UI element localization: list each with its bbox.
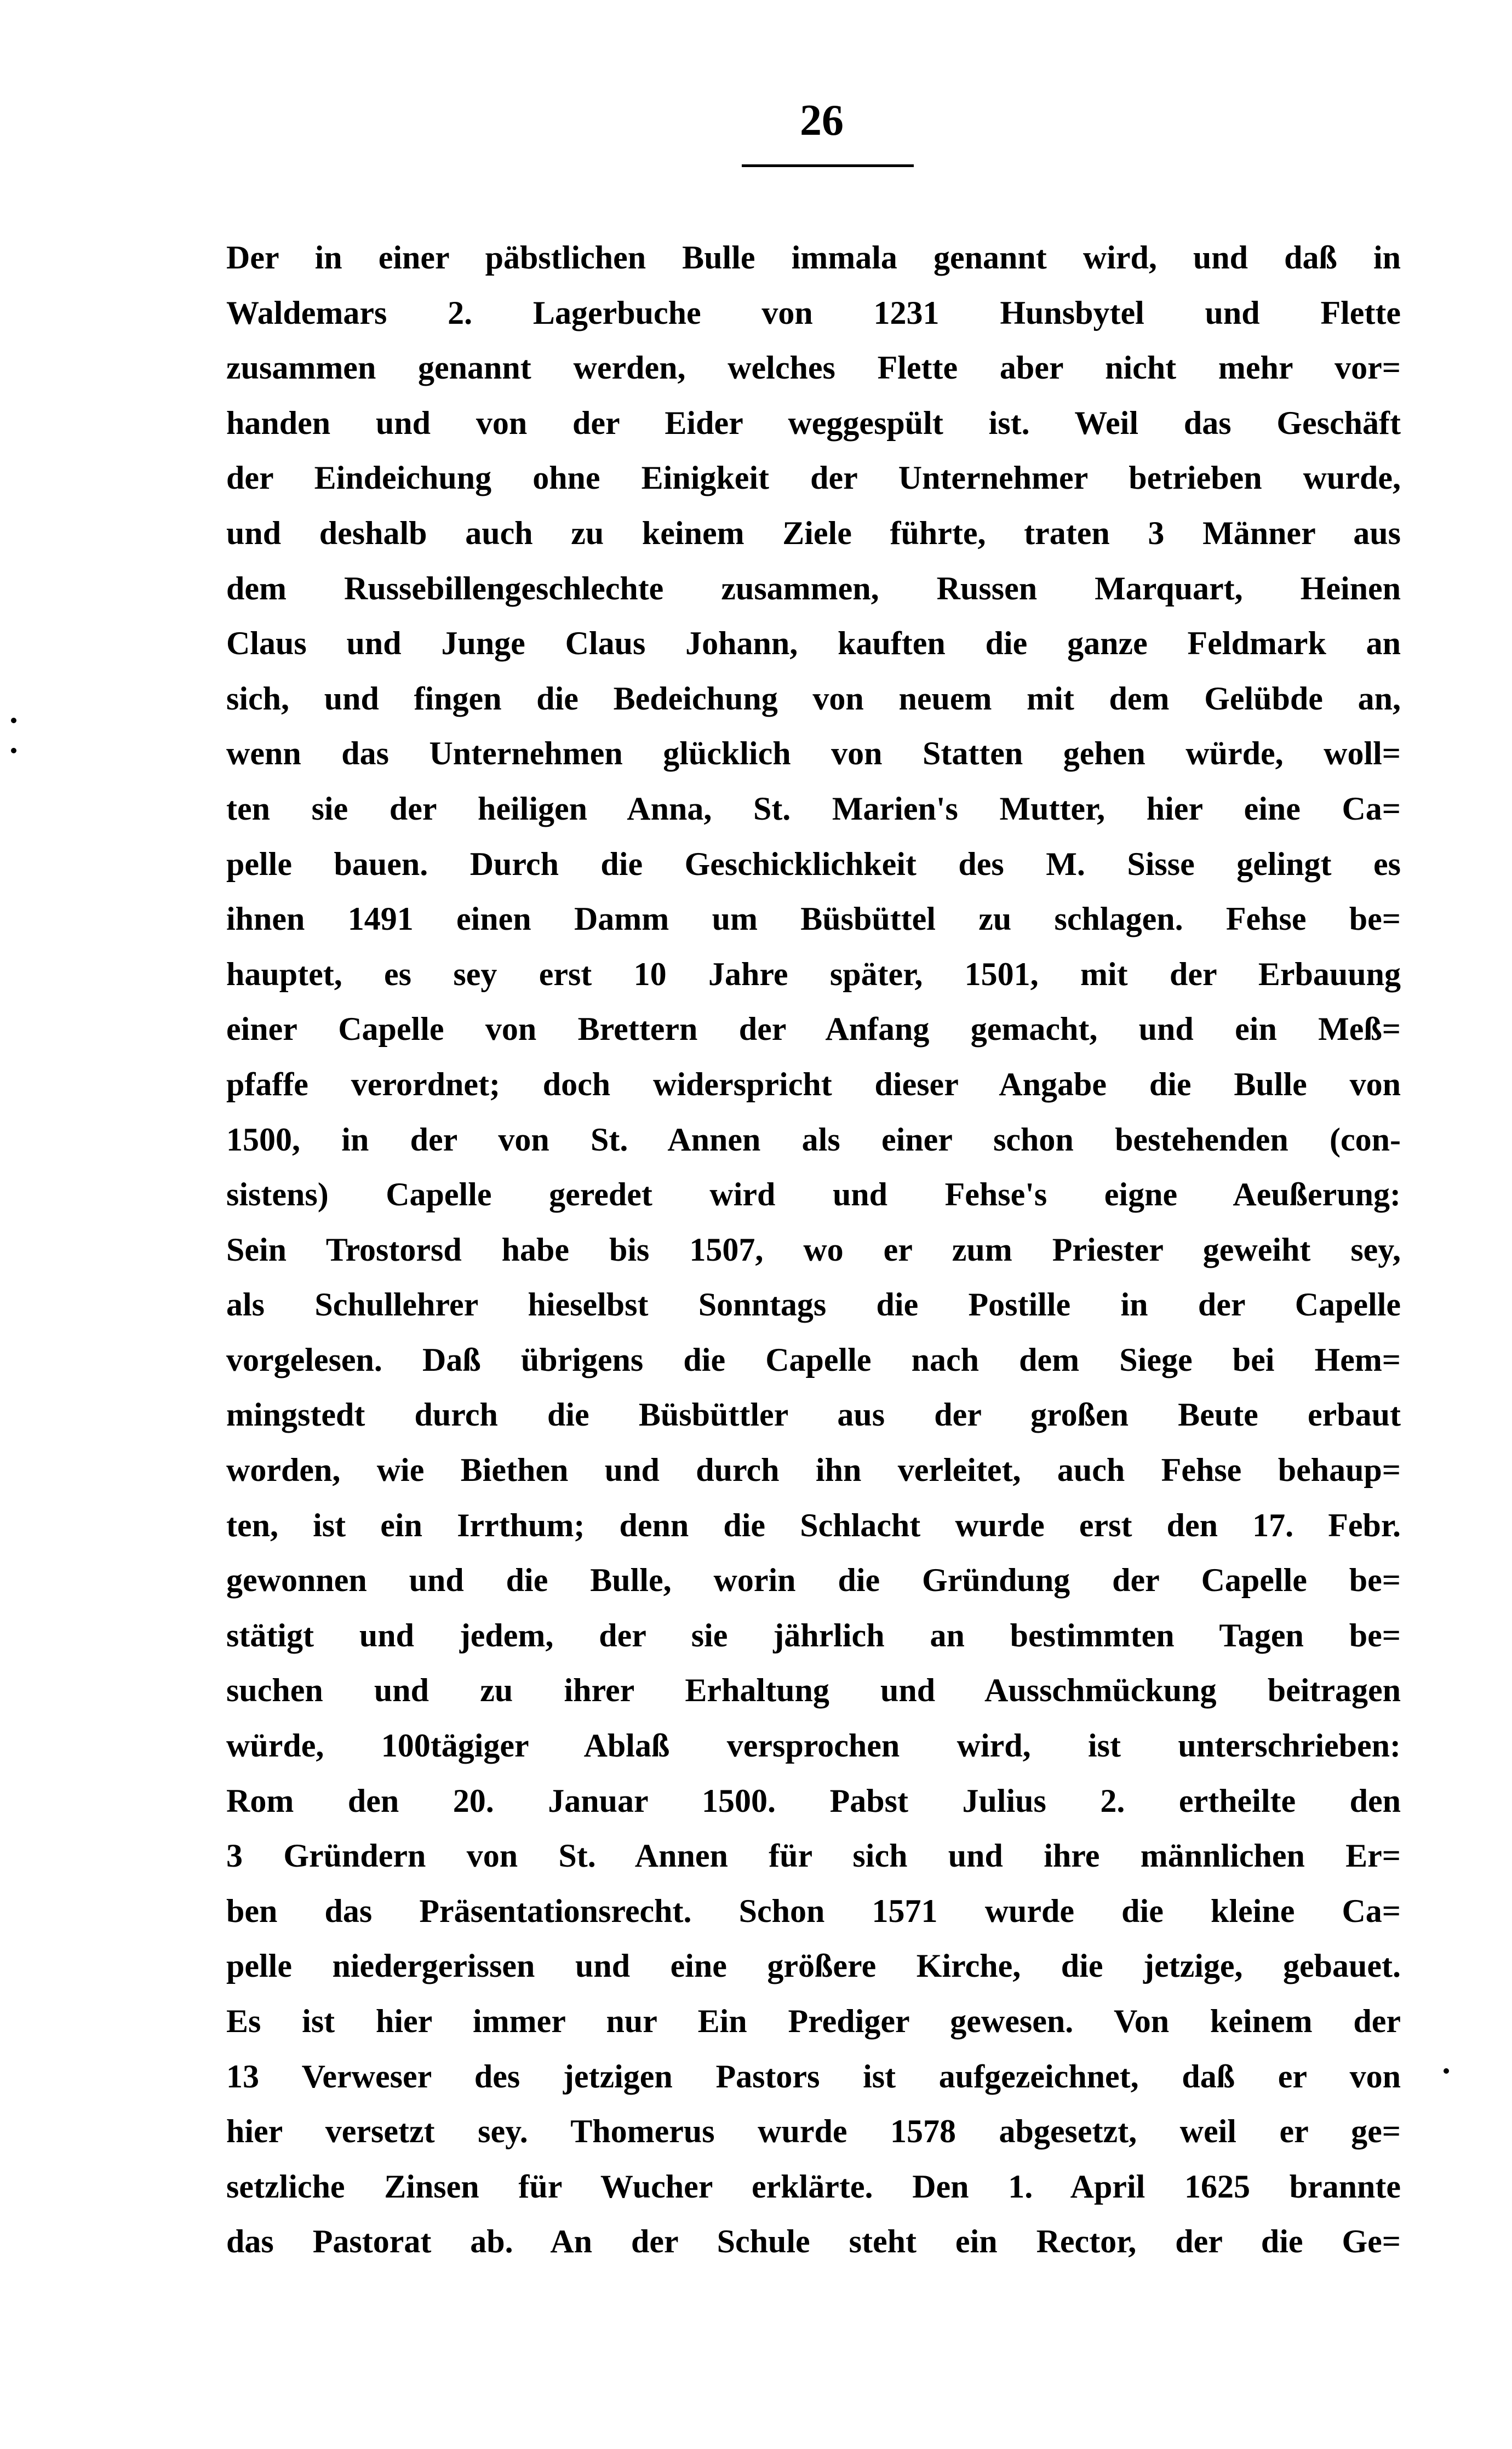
text-line: gewonnen und die Bulle, worin die Gründung der Capelle be= <box>226 1562 1401 1599</box>
header-rule <box>742 164 914 167</box>
page-body-text <box>226 230 1401 2269</box>
text-line: pelle bauen. Durch die Geschicklichkeit des M. Sisse gelingt es <box>226 845 1401 882</box>
text-line: 3 Gründern von St. Annen für sich und ihre männlichen Er= <box>226 1838 1401 1874</box>
text-line: dem Russebillengeschlechte zusammen, Russen Marquart, Heinen <box>226 570 1401 606</box>
page-number: 26 <box>800 96 844 145</box>
text-line: Waldemars 2. Lagerbuche von 1231 Hunsbytel und Flette <box>226 294 1401 331</box>
text-line: ben das Präsentationsrecht. Schon 1571 wurde die kleine Ca= <box>226 1892 1401 1929</box>
text-line: als Schullehrer hieselbst Sonntags die Postille in der Capelle <box>226 1286 1401 1323</box>
text-line: pelle niedergerissen und eine größere Kirche, die jetzige, gebauet. <box>226 1948 1401 1984</box>
margin-mark <box>1444 2068 1449 2074</box>
text-line: hier versetzt sey. Thomerus wurde 1578 abgesetzt, weil er ge= <box>226 2113 1401 2150</box>
text-line: sich, und fingen die Bedeichung von neuem mit dem Gelübde an, <box>226 680 1401 717</box>
text-line: hauptet, es sey erst 10 Jahre später, 1501, mit der Erbauung <box>226 955 1401 992</box>
margin-mark <box>11 748 16 753</box>
text-line: setzliche Zinsen für Wucher erklärte. Den 1. April 1625 brannte <box>226 2168 1401 2205</box>
text-line: worden, wie Biethen und durch ihn verleitet, auch Fehse behaup= <box>226 1452 1401 1489</box>
text-line: mingstedt durch die Büsbüttler aus der großen Beute erbaut <box>226 1397 1401 1433</box>
text-line: ihnen 1491 einen Damm um Büsbüttel zu schlagen. Fehse be= <box>226 901 1401 937</box>
text-line: das Pastorat ab. An der Schule steht ein Rector, der die Ge= <box>226 2223 1401 2260</box>
text-line: einer Capelle von Brettern der Anfang gemacht, und ein Meß= <box>226 1011 1401 1048</box>
text-line: sistens) Capelle geredet wird und Fehse's eigne Aeußerung: <box>226 1176 1401 1213</box>
text-line: wenn das Unternehmen glücklich von Statten gehen würde, woll= <box>226 735 1401 772</box>
text-line: Sein Trostorsd habe bis 1507, wo er zum Priester geweiht sey, <box>226 1231 1401 1268</box>
text-line: und deshalb auch zu keinem Ziele führte, traten 3 Männer aus <box>226 514 1401 551</box>
text-line: ten sie der heiligen Anna, St. Marien's Mutter, hier eine Ca= <box>226 790 1401 827</box>
text-line: handen und von der Eider weggespült ist. Weil das Geschäft <box>226 404 1401 441</box>
text-line: Es ist hier immer nur Ein Prediger gewesen. Von keinem der <box>226 2003 1401 2039</box>
text-line: stätigt und jedem, der sie jährlich an bestimmten Tagen be= <box>226 1617 1401 1653</box>
text-line: würde, 100tägiger Ablaß versprochen wird, ist unterschrieben: <box>226 1727 1401 1764</box>
text-line: 1500, in der von St. Annen als einer schon bestehenden (con- <box>226 1121 1401 1158</box>
text-line: suchen und zu ihrer Erhaltung und Ausschmückung beitragen <box>226 1672 1401 1709</box>
text-line: Der in einer päbstlichen Bulle immala genannt wird, und daß in <box>226 239 1401 276</box>
text-line: 13 Verweser des jetzigen Pastors ist aufgezeichnet, daß er von <box>226 2058 1401 2095</box>
text-line: vorgelesen. Daß übrigens die Capelle nach dem Siege bei Hem= <box>226 1341 1401 1378</box>
margin-mark <box>11 718 16 723</box>
text-line: zusammen genannt werden, welches Flette aber nicht mehr vor= <box>226 350 1401 386</box>
text-line: pfaffe verordnet; doch widerspricht dieser Angabe die Bulle von <box>226 1066 1401 1102</box>
text-line: der Eindeichung ohne Einigkeit der Unternehmer betrieben wurde, <box>226 460 1401 496</box>
text-line: Rom den 20. Januar 1500. Pabst Julius 2. ertheilte den <box>226 1782 1401 1819</box>
text-line: Claus und Junge Claus Johann, kauften die ganze Feldmark an <box>226 625 1401 662</box>
text-line: ten, ist ein Irrthum; denn die Schlacht wurde erst den 17. Febr. <box>226 1507 1401 1543</box>
